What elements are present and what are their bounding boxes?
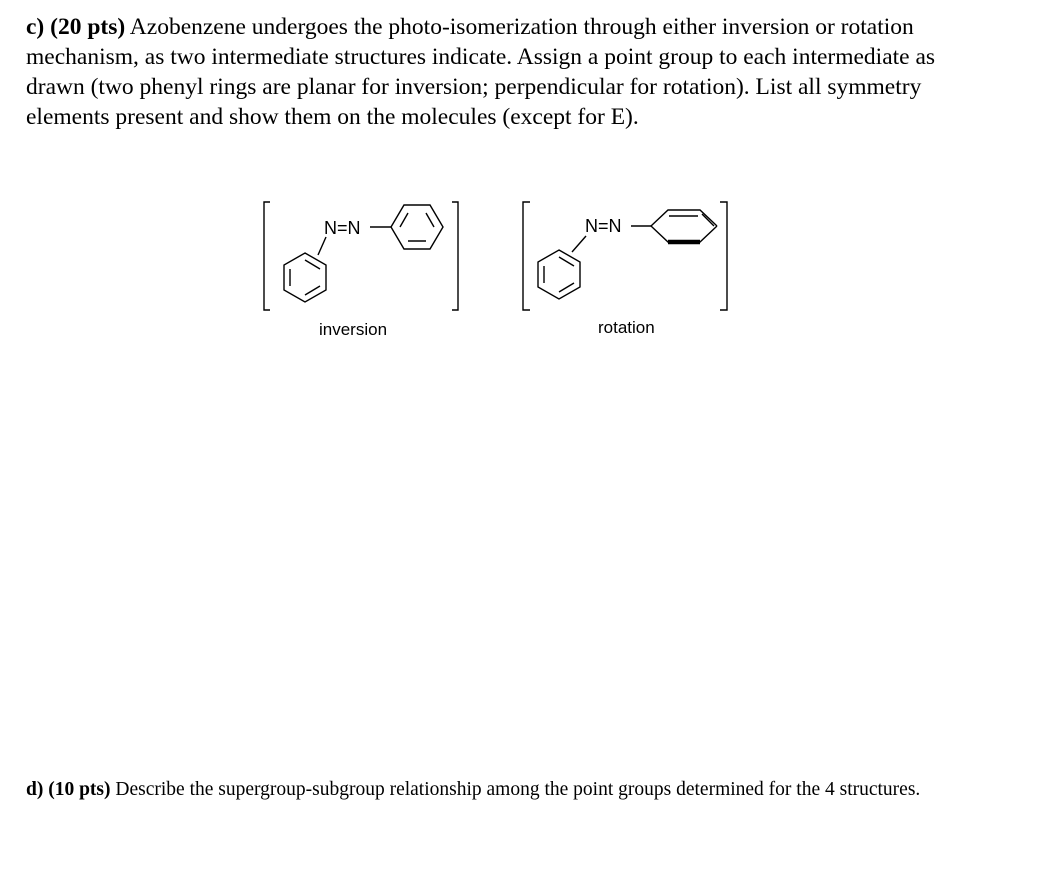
inversion-right-bracket xyxy=(452,202,458,310)
rotation-left-bracket xyxy=(523,202,530,310)
inversion-lower-phenyl xyxy=(284,253,326,302)
rotation-n-lower-bond xyxy=(572,236,586,252)
rotation-right-bracket xyxy=(720,202,727,310)
inversion-structure xyxy=(264,202,458,310)
rotation-azo-label: N=N xyxy=(585,216,622,236)
rotation-lower-phenyl xyxy=(538,250,580,299)
question-c-text: Azobenzene undergoes the photo-isomerization through either inversion or rotation mechanism, as two intermediate structures indicate. Assign a point group to each intermediate as drawn (two phenyl rings are planar for inversion; perpendicular for rotation). List all symmetry elements present and show them on the molecules (except for E). xyxy=(26,14,936,130)
inversion-n-lower-bond xyxy=(318,237,326,255)
question-d xyxy=(26,776,1006,803)
question-c-label: c) (20 pts) xyxy=(26,14,126,40)
rotation-structure xyxy=(523,202,727,310)
inversion-azo-label: N=N xyxy=(324,218,361,238)
inversion-left-bracket xyxy=(264,202,270,310)
inversion-upper-phenyl xyxy=(391,205,443,249)
inversion-caption: inversion xyxy=(319,320,388,339)
question-d-label: d) (10 pts) xyxy=(26,779,111,800)
question-d-text: Describe the supergroup-subgroup relationship among the point groups determined for the 4 structures. xyxy=(115,779,921,800)
rotation-upper-phenyl xyxy=(651,210,717,242)
rotation-caption: rotation xyxy=(598,318,655,337)
